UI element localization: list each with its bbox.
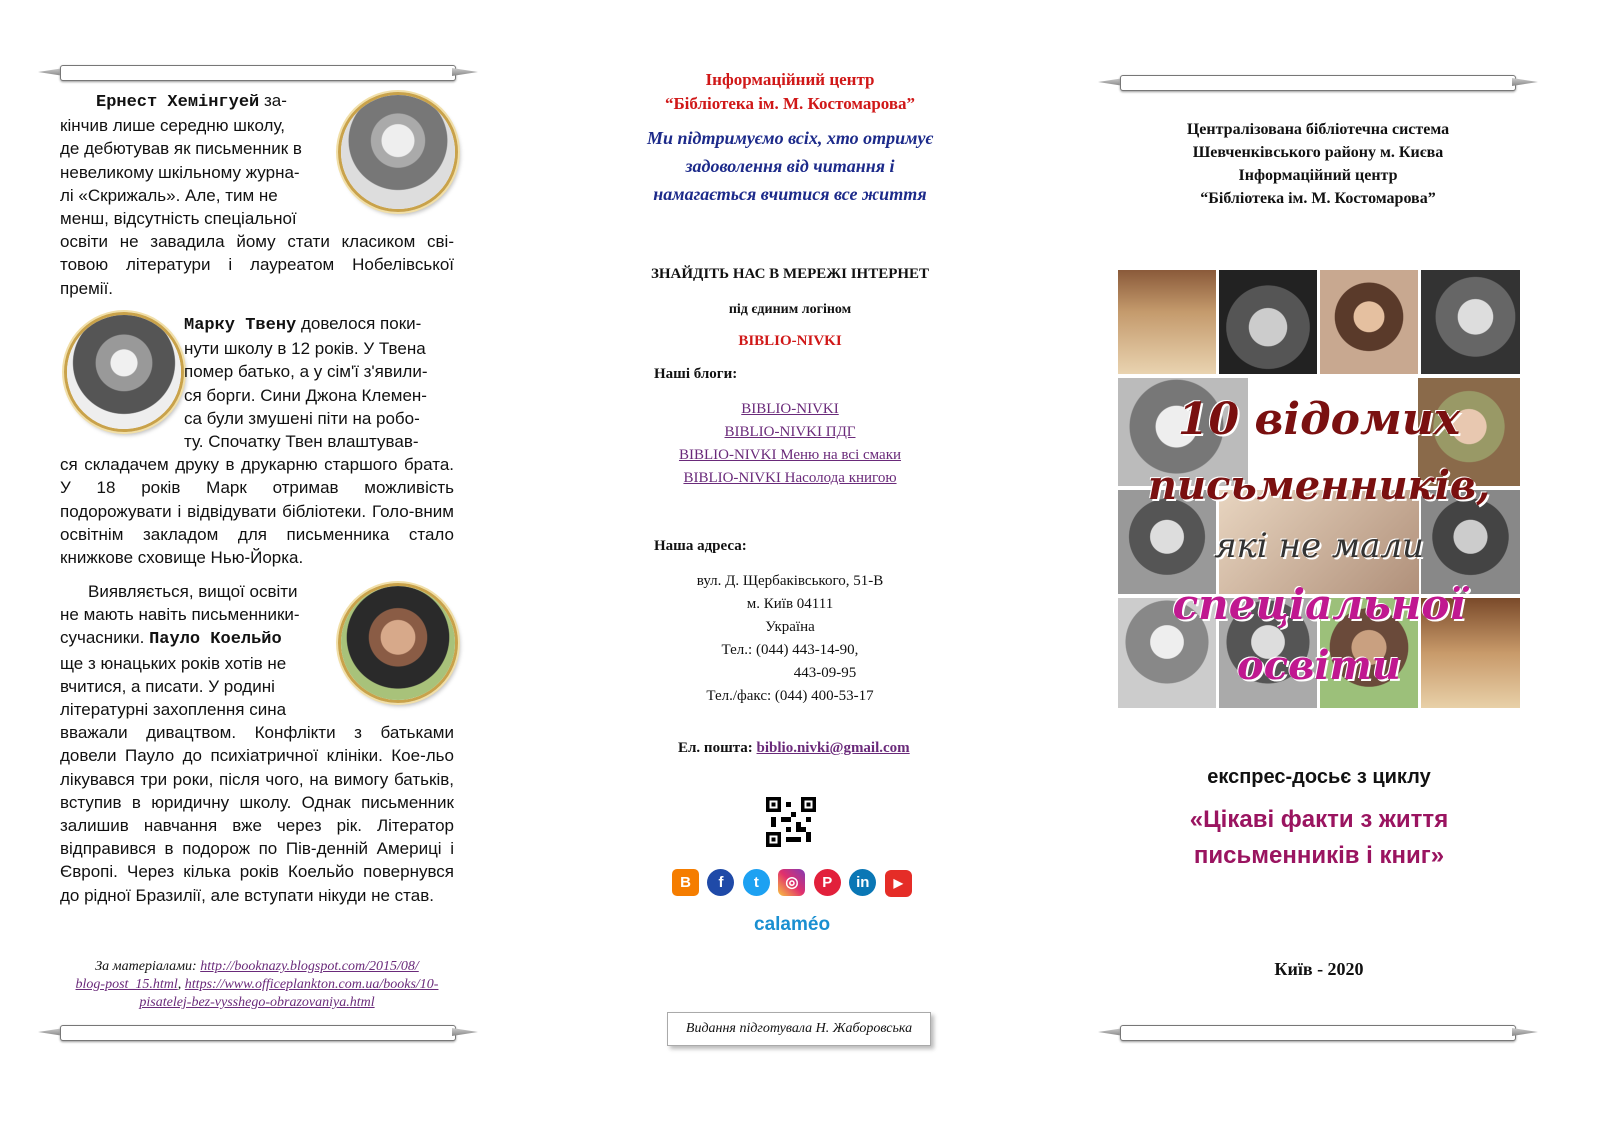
contact-panel bbox=[580, 68, 1000, 208]
youtube-icon[interactable]: ▶ bbox=[885, 870, 912, 897]
top-scroll-banner-left bbox=[38, 62, 478, 84]
cover-title-line3: які не мали bbox=[1214, 526, 1424, 566]
coelho-name: Пауло Коельйо bbox=[149, 630, 282, 650]
writer-photo-1 bbox=[1219, 270, 1317, 374]
blog-link-pdg[interactable]: BIBLIO-NIVKI ПДГ bbox=[724, 424, 856, 440]
cover-header: Централізована бібліотечна система Шевченківського району м. Києва Інформаційний центр “Бібліотека ім. М. Костомарова” bbox=[1186, 121, 1450, 207]
email-line: Ел. пошта: biblio.nivki@gmail.com bbox=[678, 740, 910, 756]
coelho-paragraph: Виявляється, вищої освіти не мають навіть письменники- сучасники. Пауло Коельйо ще з юнацьких років хотів не вчитися, а писати. У родині літературні захоплення сина вважали дивацтвом. Конфлікти з батьками довели Пауло до психіатричної клініки. Кое-льо лікувався три роки, після чого, на вимогу батьків, вступив в юридичну школу. Однак письменник залишив навчання вже через рік. Літератор відправився в подорож по Пів-денній Америці і Європі. Через кілька років Коельйо повернувся до рідної Бразилії, але вступати нікуди не став. bbox=[60, 582, 454, 905]
motto-3: намагається вчитися все життя bbox=[653, 184, 927, 204]
cover-title-line2: письменників, bbox=[1147, 462, 1491, 509]
series-title: «Цікаві факти з життя письменників і книг» bbox=[1189, 806, 1449, 869]
address-label: Наша адреса: bbox=[654, 538, 747, 554]
blog-link-nasoloda[interactable]: BIBLIO-NIVKI Насолода книгою bbox=[683, 470, 897, 486]
find-us-heading: ЗНАЙДІТЬ НАС В МЕРЕЖІ ІНТЕРНЕТ bbox=[650, 266, 930, 282]
cover-collage bbox=[1118, 270, 1520, 708]
facebook-icon[interactable]: f bbox=[707, 869, 734, 896]
cover-title-line1: 10 відомих bbox=[1177, 394, 1461, 445]
blog-link-menu[interactable]: BIBLIO-NIVKI Меню на всі смаки bbox=[678, 447, 902, 463]
blog-link-main[interactable]: BIBLIO-NIVKI bbox=[741, 401, 839, 417]
login-label: під єдиним логіном bbox=[728, 302, 852, 317]
blogs-label: Наші блоги: bbox=[654, 366, 738, 382]
books-stack-image bbox=[1118, 270, 1216, 374]
bottom-scroll-banner-right bbox=[1098, 1022, 1538, 1044]
social-icons bbox=[670, 869, 914, 897]
source-link-1-cont[interactable]: blog-post_15.html bbox=[75, 977, 178, 992]
cover-title-line5: освіти bbox=[1237, 642, 1401, 689]
source-credits: За матеріалами: http://booknazy.blogspot.com/2015/08/ blog-post_15.html, https://www.officeplankton.com.ua/books/10- pisatelej-bez-vysshego-obrazovaniya.html bbox=[75, 959, 439, 1010]
city-year: Київ - 2020 bbox=[1274, 959, 1364, 979]
motto-1: Ми підтримуємо всіх, хто отримує bbox=[647, 128, 933, 148]
prepared-by-box: Видання підготувала Н. Жаборовська bbox=[667, 1012, 931, 1046]
blogger-icon[interactable]: B bbox=[672, 869, 699, 896]
cover-title-line4: спеціальної bbox=[1172, 580, 1466, 629]
pinterest-icon[interactable]: P bbox=[814, 869, 841, 896]
email-link[interactable]: biblio.nivki@gmail.com bbox=[756, 740, 910, 756]
source-link-1[interactable]: http://booknazy.blogspot.com/2015/08/ bbox=[200, 959, 419, 974]
blog-links bbox=[580, 398, 1000, 490]
twain-paragraph: Марку Твену довелося поки- нути школу в 12 років. У Твена помер батько, а у сім'ї з'явили- ся борги. Сини Джона Клемен- са були змушені піти на робо- ту. Спочатку Твен влаштував- ся складачем друку в друкарню старшого брата. У 18 років Марк отримав можливість подорожувати і відвідувати бібліотеки. Голо-вним освітнім закладом для письменника стало книжкове сховище Нью-Йорка. bbox=[60, 314, 454, 568]
org-name-2: “Бібліотека ім. М. Костомарова” bbox=[664, 94, 916, 113]
source-link-2-cont[interactable]: pisatelej-bez-vysshego-obrazovaniya.html bbox=[139, 995, 375, 1010]
top-scroll-banner-right bbox=[1098, 72, 1538, 94]
series-label: експрес-досьє з циклу bbox=[1207, 766, 1431, 788]
calameo-logo[interactable]: calaméo bbox=[754, 914, 831, 935]
twain-name: Марку Твену bbox=[184, 316, 297, 335]
qr-code[interactable] bbox=[766, 797, 816, 847]
hemingway-name: Ернест Хемінгуей bbox=[96, 93, 260, 112]
org-name-1: Інформаційний центр bbox=[705, 70, 875, 89]
linkedin-icon[interactable]: in bbox=[849, 869, 876, 896]
motto-2: задоволення від читання і bbox=[685, 156, 895, 176]
instagram-icon[interactable]: ◎ bbox=[778, 869, 805, 896]
writer-photo-2 bbox=[1320, 270, 1418, 374]
hemingway-paragraph: Ернест Хемінгуей за- кінчив лише середню школу, де дебютував як письменник в невеликому шкільному журна- лі «Скрижаль». Але, тим не менш, відсутність спеціальної освіти не завадила йому стати класиком сві-товою літератури і лауреатом Нобелівської премії. bbox=[60, 91, 454, 298]
address-block: вул. Д. Щербаківського, 51-В м. Київ 04111 Україна Тел.: (044) 443-14-90, 443-09-95 Тел./факс: (044) 400-53-17 bbox=[696, 573, 884, 704]
bottom-scroll-banner-left bbox=[38, 1022, 478, 1044]
twitter-icon[interactable]: t bbox=[743, 869, 770, 896]
source-link-2[interactable]: https://www.officeplankton.com.ua/books/10- bbox=[184, 977, 439, 992]
login-value: BIBLIO-NIVKI bbox=[738, 333, 842, 349]
writer-photo-3 bbox=[1421, 270, 1520, 374]
